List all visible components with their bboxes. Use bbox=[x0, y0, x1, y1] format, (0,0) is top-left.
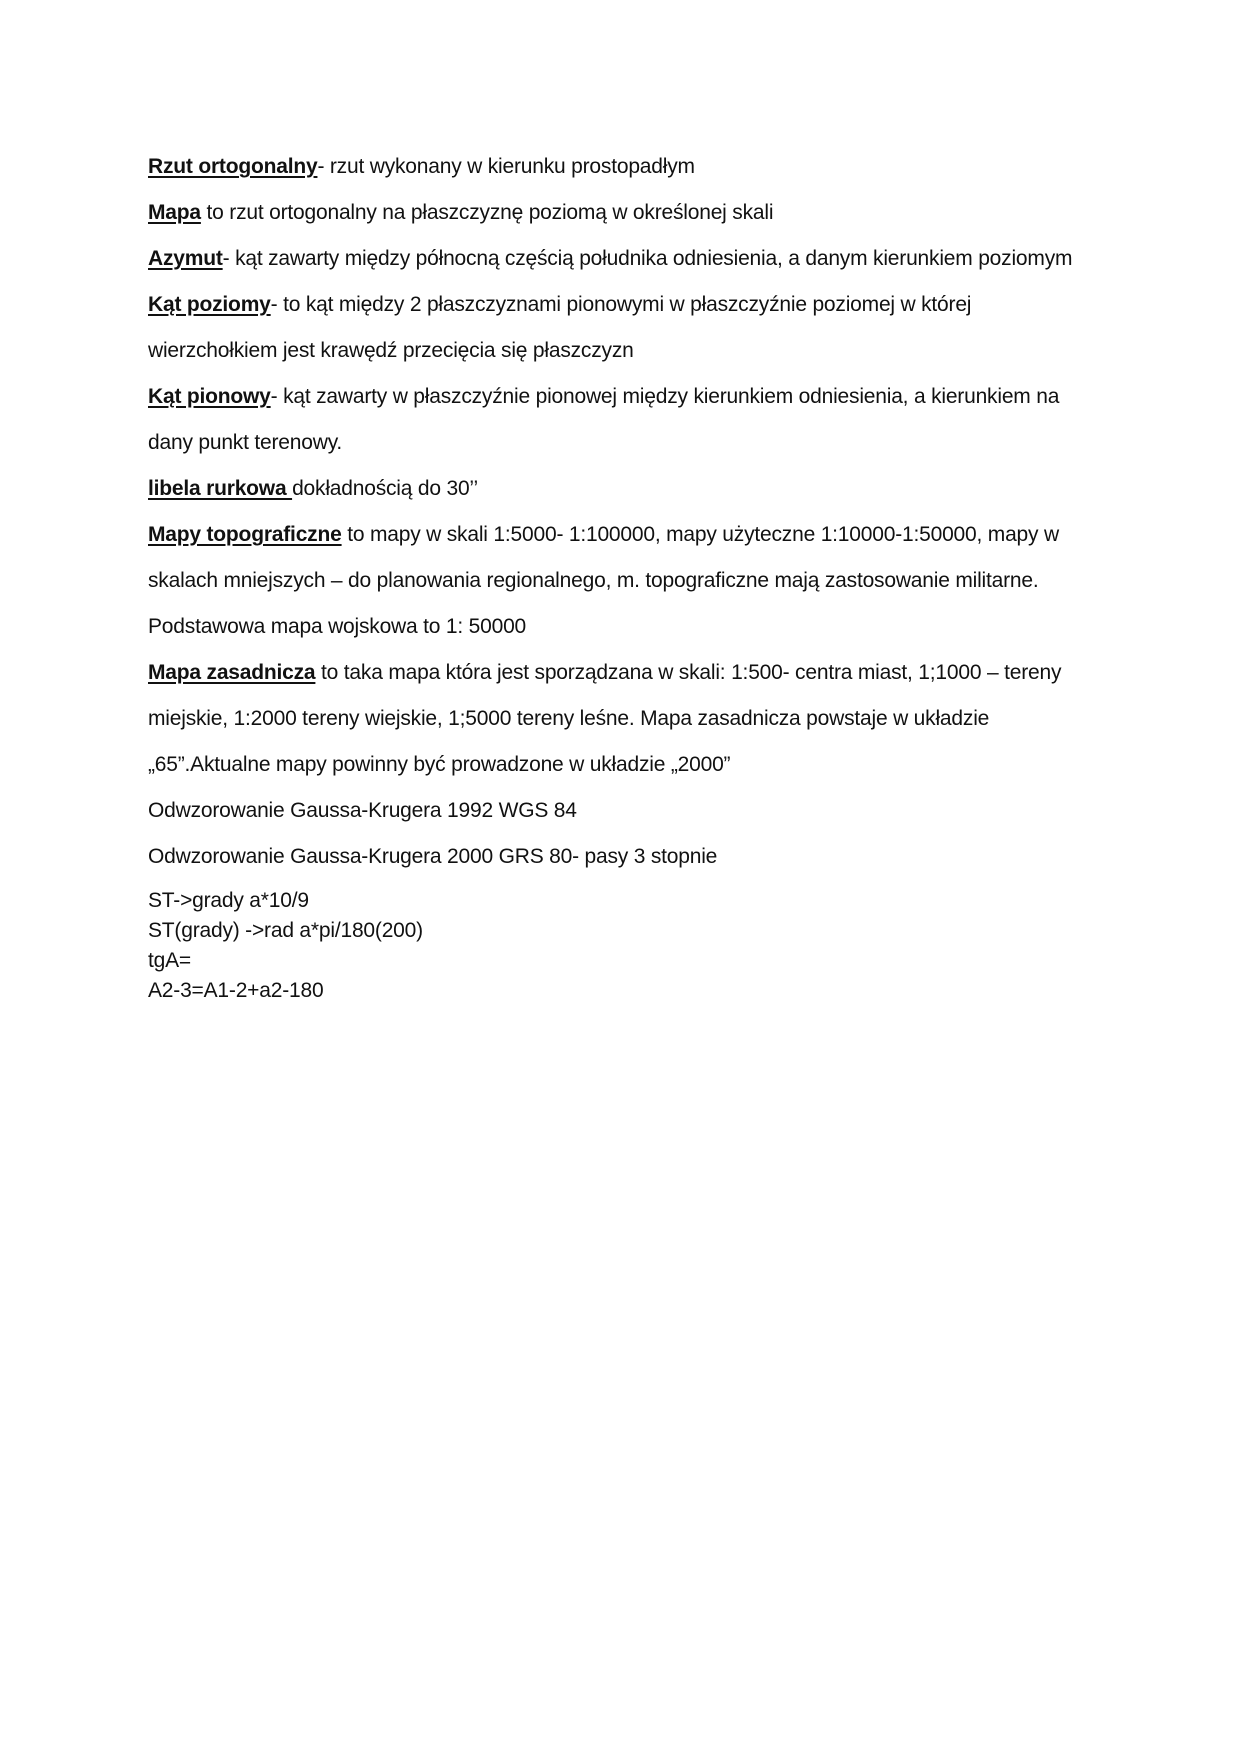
term-label: Mapa zasadnicza bbox=[148, 661, 316, 684]
term-label: Mapy topograficzne bbox=[148, 523, 342, 546]
term-label: Mapa bbox=[148, 201, 201, 224]
definition-mapy-topograficzne bbox=[148, 512, 1098, 650]
definition-rzut-ortogonalny bbox=[148, 144, 1098, 190]
formula-st-grady: ST->grady a*10/9 bbox=[148, 889, 309, 912]
definition-text: dokładnością do 30’’ bbox=[292, 477, 478, 500]
definition-azymut bbox=[148, 236, 1098, 282]
definition-kat-pionowy bbox=[148, 374, 1098, 466]
definition-mapa-zasadnicza bbox=[148, 650, 1098, 788]
plain-line-gauss-2000: Odwzorowanie Gaussa-Krugera 2000 GRS 80- pasy 3 stopnie bbox=[148, 845, 718, 868]
definition-kat-poziomy bbox=[148, 282, 1098, 374]
term-label: Azymut bbox=[148, 247, 223, 270]
term-label: libela rurkowa bbox=[148, 477, 293, 500]
term-label: Kąt pionowy bbox=[148, 385, 271, 408]
term-label: Kąt poziomy bbox=[148, 293, 271, 316]
plain-line-gauss-1992: Odwzorowanie Gaussa-Krugera 1992 WGS 84 bbox=[148, 799, 577, 822]
definition-text: to taka mapa która jest sporządzana w skali: 1:500- centra miast, 1;1000 – tereny miejskie, 1:2000 tereny wiejskie, 1;5000 tereny leśne. Mapa zasadnicza powstaje w układzie „65”.Aktualne mapy powinny być prowadzone w układzie „2000” bbox=[148, 661, 1062, 776]
definition-text: - rzut wykonany w kierunku prostopadłym bbox=[317, 155, 695, 178]
formula-grady-rad: ST(grady) ->rad a*pi/180(200) bbox=[148, 919, 423, 942]
definition-text: to mapy w skali 1:5000- 1:100000, mapy użyteczne 1:10000-1:50000, mapy w skalach mniejszych – do planowania regionalnego, m. topograficzne mają zastosowanie militarne. Podstawowa mapa wojskowa to 1: 50000 bbox=[148, 523, 1059, 638]
formula-list bbox=[148, 886, 1098, 1006]
definition-text: - kąt zawarty w płaszczyźnie pionowej między kierunkiem odniesienia, a kierunkiem na dany punkt terenowy. bbox=[148, 385, 1060, 454]
definition-mapa bbox=[148, 190, 1098, 236]
definition-libela-rurkowa bbox=[148, 466, 1098, 512]
term-label: Rzut ortogonalny bbox=[148, 155, 318, 178]
formula-azimuth-transfer: A2-3=A1-2+a2-180 bbox=[148, 979, 324, 1002]
document-body bbox=[148, 144, 1098, 1006]
definition-text: - to kąt między 2 płaszczyznami pionowymi w płaszczyźnie poziomej w której wierzchołkiem jest krawędź przecięcia się płaszczyzn bbox=[148, 293, 972, 362]
definition-text: - kąt zawarty między północną częścią południka odniesienia, a danym kierunkiem poziomym bbox=[222, 247, 1073, 270]
formula-tga: tgA= bbox=[148, 949, 191, 972]
definition-text: to rzut ortogonalny na płaszczyznę poziomą w określonej skali bbox=[200, 201, 774, 224]
